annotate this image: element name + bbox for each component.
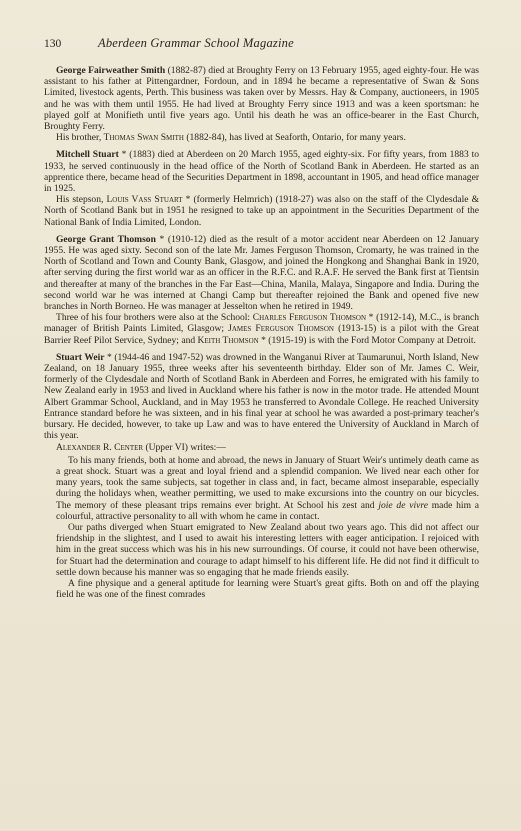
deceased-name: Stuart Weir bbox=[56, 351, 105, 363]
tribute-text: made him a colourful, attractive personality to all with whom he came in contact. bbox=[56, 499, 479, 522]
tribute-paragraph: Our paths diverged when Stuart emigrated to New Zealand about two years ago. This did not affect our friendship in the slightest, and I used to await his interesting letters with eager anticipation. I rejoiced with him in the great success which was his in his new surroundings. Of course, it could not have been otherwise, for Stuart had the determination and courage to adapt himself to his different life. He did not find it difficult to settle down because his manner was so engaging that he made friends easily. bbox=[56, 521, 479, 578]
deceased-name: Mitchell Stuart bbox=[56, 149, 119, 161]
entry-text: * (1944-46 and 1947-52) was drowned in the Wanganui River at Taumarunui, North Island, New Zealand, on 18 January 1955, three weeks after his seventeenth birthday. Elder son of Mr. James C. Weir, formerly of the Clydesdale and North of Scotland Bank in Aberdeen and Forres, he emigrated with his family to New Zealand early in 1953 and lived in Auckland where his father is now in the motor trade. He attended Mount Albert Grammar School, Auckland, and in May 1953 he transferred to Avondale College. He reached University Entrance standard before he was sixteen, and in his final year at school he was awarded a post-primary teacher's bursary. He decided, however, to take up Law and was to have entered the University of Auckland in March of this year. bbox=[44, 351, 479, 442]
entry-extra-text: (1882-84), has lived at Seaforth, Ontario, for many years. bbox=[183, 132, 406, 144]
entry-extra bbox=[44, 132, 479, 143]
deceased-name: George Fairweather Smith bbox=[56, 65, 166, 76]
obituary-entry bbox=[44, 65, 479, 132]
deceased-name: George Grant Thomson bbox=[56, 233, 156, 245]
entry-extra-text: His stepson, bbox=[56, 194, 107, 206]
obituary-entry bbox=[44, 352, 479, 442]
journal-title: Aberdeen Grammar School Magazine bbox=[98, 36, 294, 50]
tribute-byline-text: (Upper VI) writes:— bbox=[143, 441, 226, 453]
entry-text: * (1883) died at Aberdeen on 20 March 1955, aged eighty-six. For fifty years, from 1883 to 1933, he served continuously in the head office of the North of Scotland Bank in Aberdeen. He started as an apprentice there, became head of the Securities Department in 1898, accountant in 1905, and head office manager in 1925. bbox=[44, 149, 480, 195]
entry-text: (1882-87) died at Broughty Ferry on 13 February 1955, aged eighty-four. He was assistant to his father at Pittengardner, Fordoun, and in 1894 he became a representative of Swan & Sons Limited, livestock agents, Perth. This business was taken over by Messrs. Hay & Company, auctioneers, in 1905 and he was with them until 1955. He had lived at Broughty Ferry since 1913 and was a keen sportsman: he played golf at Monifieth until five years ago. Until his death he was an office-bearer in the East Church, Broughty Ferry. bbox=[44, 65, 479, 133]
relative-name: Thomas Swan Smith bbox=[103, 132, 184, 144]
tribute-quote bbox=[44, 455, 479, 601]
entry-extra bbox=[44, 312, 479, 346]
tribute-byline bbox=[44, 442, 479, 453]
obituary-entry bbox=[44, 149, 479, 194]
italic-phrase: joie de vivre bbox=[378, 499, 428, 511]
entry-extra-text: His brother, bbox=[56, 132, 104, 144]
relative-name: James Ferguson Thomson bbox=[228, 323, 334, 335]
entry-extra bbox=[44, 194, 479, 228]
tribute-paragraph bbox=[56, 455, 479, 522]
entry-extra-text: * (formerly Helmrich) (1918-27) was also on the staff of the Clydesdale & North of Scotland Bank but in 1951 he resigned to take up an appointment in the Securities Department of the National Bank of India Limited, London. bbox=[44, 194, 479, 228]
relative-name: Keith Thomson bbox=[197, 334, 259, 346]
obituary-entry bbox=[44, 234, 479, 312]
entry-extra-text: (1913-15) is a pilot with the Great Barrier Reef Pilot Service, Sydney; and bbox=[44, 323, 479, 346]
running-head bbox=[44, 36, 479, 51]
tribute-author: Alexander R. Center bbox=[56, 441, 144, 453]
page-number: 130 bbox=[44, 38, 62, 50]
obituary-content bbox=[44, 65, 479, 600]
relative-name: Louis Vass Stuart bbox=[106, 194, 183, 206]
entry-text: * (1910-12) died as the result of a motor accident near Aberdeen on 12 January 1955. He was aged sixty. Second son of the late Mr. James Ferguson Thomson, Cromarty, he was trained in the North of Scotland and Town and County Bank, Glasgow, and joined the Hongkong and Shanghai Bank in 1920, after serving during the first world war as an officer in the R.F.C. and R.A.F. He served the Bank first at Tientsin and thereafter at many of the branches in the Far East—China, Manila, Malaya, Singapore and India. During the second world war he was interned at Changi Camp but thereafter rejoined the Bank and opened five new branches in North Borneo. He was manager at Jesselton when he retired in 1949. bbox=[44, 233, 479, 313]
entry-extra-text: * (1915-19) is with the Ford Motor Company at Detroit. bbox=[258, 334, 476, 346]
tribute-text: To his many friends, both at home and abroad, the news in January of Stuart Weir's untimely death came as a great shock. Stuart was a great and loyal friend and a splendid companion. We lived near each other for many years, took the same subjects, sat together in class and, in fact, became almost inseparable, especially during the holidays when, weather permitting, we used to make excursions into the country on our bicycles. The memory of these pleasant trips remains ever bright. At School his zest and bbox=[56, 454, 479, 511]
relative-name: Charles Ferguson Thomson bbox=[252, 312, 367, 324]
entry-extra-text: * (1912-14), M.C., is branch manager of British Paints Limited, Glasgow; bbox=[44, 312, 480, 335]
entry-extra-text: Three of his four brothers were also at the School: bbox=[56, 312, 253, 324]
tribute-paragraph: A fine physique and a general aptitude for learning were Stuart's great gifts. Both on and off the playing field he was one of the finest comrades bbox=[56, 577, 479, 601]
